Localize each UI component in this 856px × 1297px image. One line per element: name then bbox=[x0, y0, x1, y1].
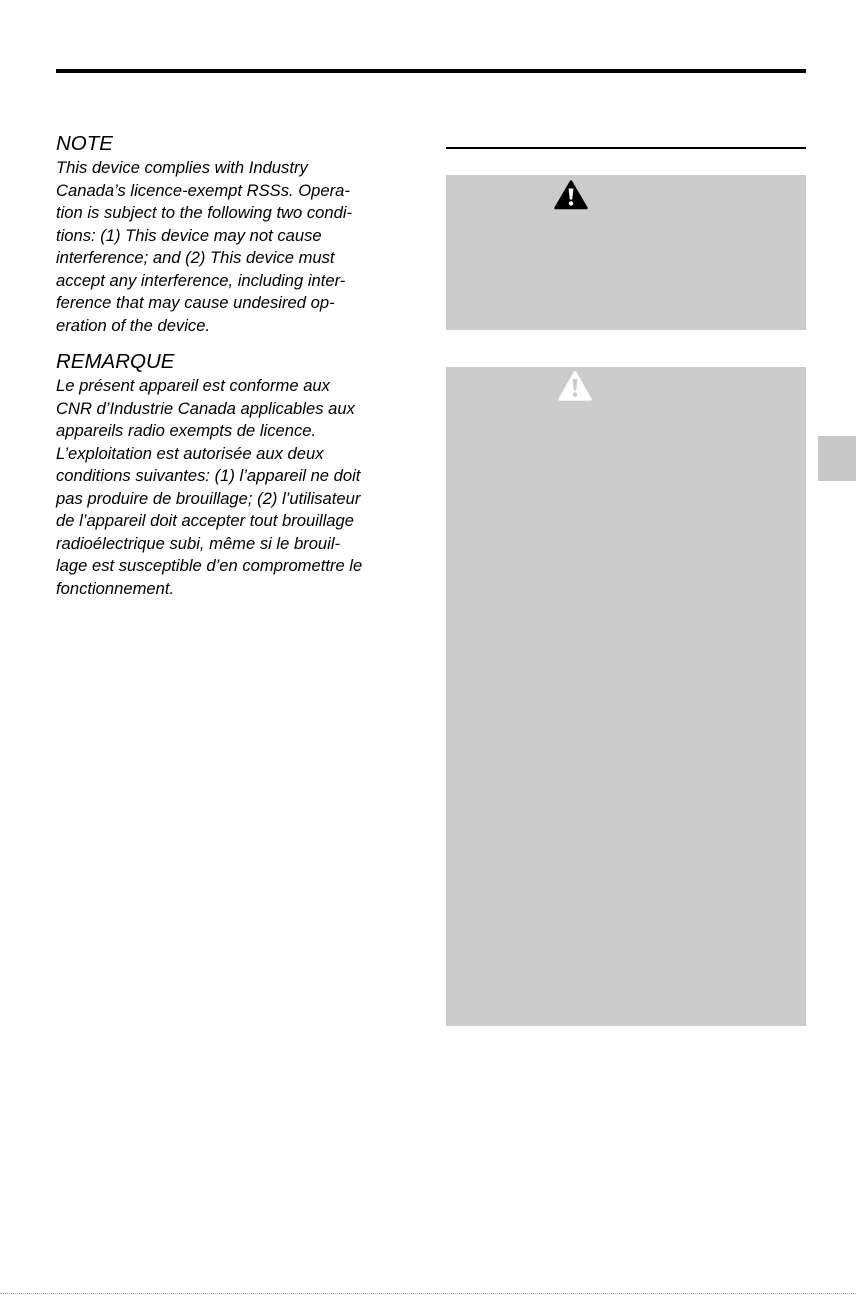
note-line: ference that may cause undesired op- bbox=[56, 293, 335, 312]
remarque-line: fonctionnement. bbox=[56, 578, 175, 598]
note-line: tions: (1) This device may not cause bbox=[56, 225, 322, 245]
remarque-heading: REMARQUE bbox=[56, 350, 175, 373]
section-side-tab bbox=[818, 436, 856, 481]
note-line: tion is subject to the following two condi- bbox=[56, 203, 353, 222]
caution-box bbox=[446, 367, 806, 1026]
note-line: This device complies with Industry bbox=[56, 158, 308, 177]
remarque-line: CNR d’Industrie Canada applicables aux bbox=[56, 398, 355, 418]
note-line: interference; and (2) This device must bbox=[56, 248, 335, 267]
remarque-line: lage est susceptible d’en compromettre le bbox=[56, 556, 363, 575]
caution-triangle-icon bbox=[558, 370, 592, 402]
note-line: accept any interference, including inter- bbox=[56, 270, 346, 290]
warning-triangle-icon bbox=[554, 180, 588, 210]
remarque-line: radioélectrique subi, même si le brouil- bbox=[56, 533, 341, 553]
remarque-line: pas produire de brouillage; (2) l’utilisateur bbox=[56, 488, 361, 508]
remarque-line: conditions suivantes: (1) l’appareil ne doit bbox=[56, 466, 361, 485]
section-rule bbox=[446, 147, 806, 149]
remarque-line: Le présent appareil est conforme aux bbox=[56, 376, 330, 395]
remarque-paragraph bbox=[56, 375, 420, 600]
warning-box bbox=[446, 175, 806, 330]
remarque-line: de l’appareil doit accepter tout brouillage bbox=[56, 511, 354, 530]
remarque-line: appareils radio exempts de licence. bbox=[56, 421, 317, 440]
top-rule bbox=[56, 69, 806, 73]
left-column bbox=[56, 132, 420, 600]
note-line: Canada’s licence-exempt RSSs. Opera- bbox=[56, 180, 350, 200]
bottom-dotted-rule bbox=[0, 1293, 856, 1294]
note-line: eration of the device. bbox=[56, 315, 211, 335]
note-paragraph bbox=[56, 157, 420, 337]
note-heading: NOTE bbox=[56, 132, 113, 155]
remarque-line: L’exploitation est autorisée aux deux bbox=[56, 443, 324, 463]
